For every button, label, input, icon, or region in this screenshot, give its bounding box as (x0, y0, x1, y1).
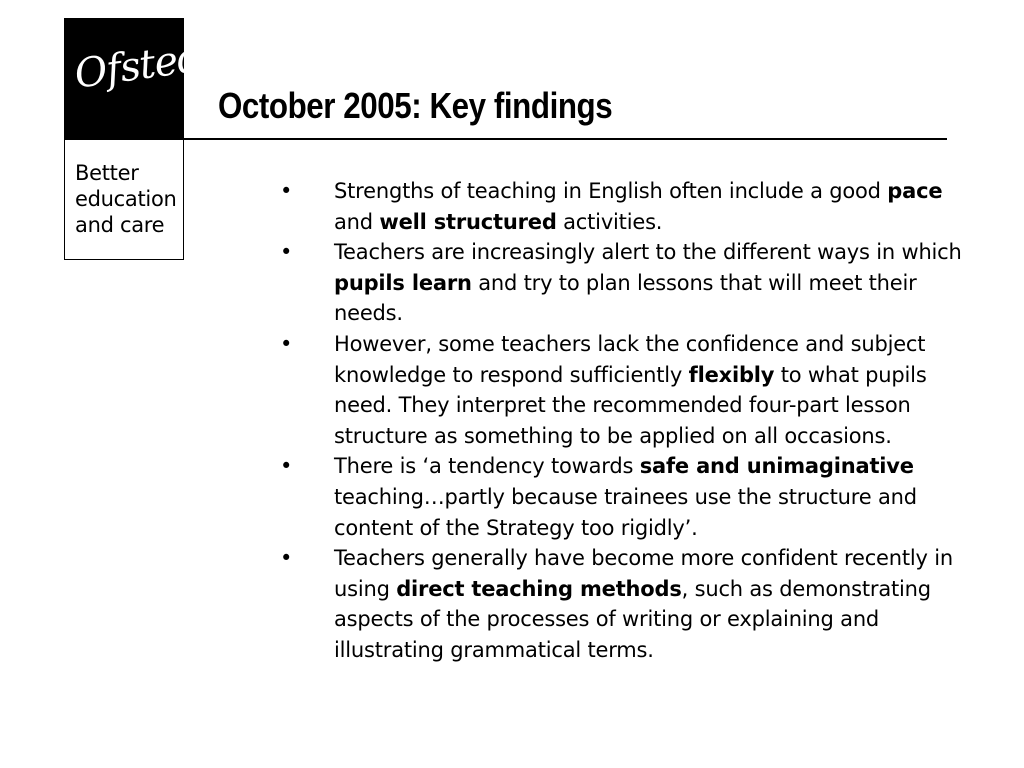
key-findings-list (280, 176, 980, 666)
finding-text: However, some teachers lack the confidence and subject knowledge to respond sufficiently (334, 331, 926, 387)
finding-emphasis: flexibly (688, 362, 775, 387)
finding-emphasis: safe and unimaginative (639, 454, 914, 479)
finding-text: activities. (556, 209, 663, 234)
slide-title: October 2005: Key findings (218, 85, 613, 126)
logo-wordmark-panel (65, 19, 205, 140)
finding-text: and (334, 209, 380, 234)
bullet-icon: • (280, 179, 293, 203)
finding-item (280, 176, 980, 237)
finding-item (280, 543, 980, 665)
finding-emphasis: well structured (379, 209, 557, 234)
bullet-icon: • (280, 546, 293, 571)
finding-text: to what pupils need. They interpret the recommended four-part lesson structure as something to be applied on all occasions. (334, 362, 927, 448)
finding-text: , such as demonstrating aspects of the processes of writing or explaining and illustrating grammatical terms. (334, 576, 931, 662)
finding-item (280, 451, 980, 543)
logo-tagline-line: education (75, 187, 177, 211)
finding-text: teaching…partly because trainees use the structure and content of the Strategy too rigidly’. (334, 484, 917, 540)
finding-text: and try to plan lessons that will meet their needs. (334, 270, 917, 326)
bullet-icon: • (280, 240, 293, 265)
finding-text: Teachers generally have become more confident recently in using (334, 546, 953, 601)
finding-item (280, 237, 980, 329)
finding-text: Teachers are increasingly alert to the different ways in which (334, 240, 962, 265)
logo-tagline (75, 160, 177, 238)
bullet-icon: • (280, 331, 293, 356)
finding-text: Strengths of teaching in English often include a good (334, 179, 888, 203)
finding-emphasis: pupils learn (334, 270, 472, 295)
logo-tagline-line: and care (75, 213, 165, 237)
logo-tagline-line: Better (75, 161, 139, 185)
finding-text: There is ‘a tendency towards (334, 454, 640, 479)
bullet-icon: • (280, 454, 293, 479)
finding-item (280, 329, 980, 451)
finding-emphasis: direct teaching methods (396, 576, 682, 601)
ofsted-logo (64, 18, 205, 260)
logo-wordmark: Ofsted (71, 34, 205, 98)
title-divider (184, 138, 947, 140)
finding-emphasis: pace (887, 179, 943, 203)
